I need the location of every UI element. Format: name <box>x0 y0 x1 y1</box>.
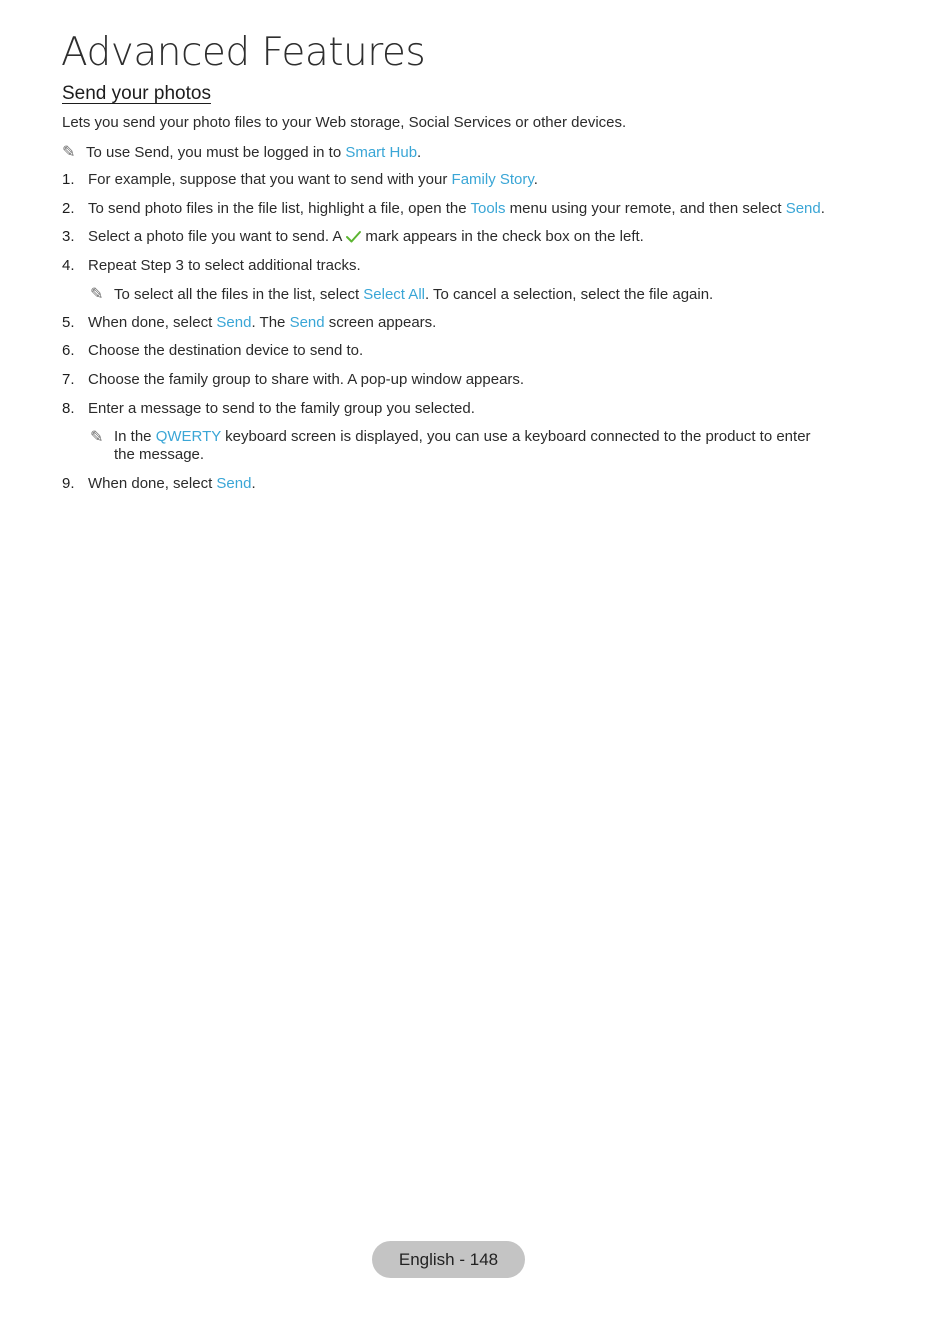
pencil-icon: ✎ <box>90 284 104 303</box>
qwerty-link[interactable]: QWERTY <box>155 428 221 445</box>
send-screen-link[interactable]: Send <box>289 314 325 331</box>
family-story-link[interactable]: Family Story <box>451 171 534 188</box>
step-1-text: For example, suppose that you want to send with your Family Story. <box>88 171 538 188</box>
smart-hub-link[interactable]: Smart Hub <box>345 144 418 161</box>
page-number-badge <box>372 1241 525 1278</box>
step-number: 5. <box>62 314 75 331</box>
step-number: 6. <box>62 342 75 359</box>
tools-link[interactable]: Tools <box>470 200 506 217</box>
step-3-text: Select a photo file you want to send. A mark appears in the check box on the left. <box>88 228 644 249</box>
step-5-text: When done, select Send. The Send screen appears. <box>88 314 437 331</box>
step-6-text: Choose the destination device to send to. <box>88 342 364 359</box>
step-9-text: When done, select Send. <box>88 475 256 492</box>
send-link[interactable]: Send <box>216 314 252 331</box>
step-8-text: Enter a message to send to the family group you selected. <box>88 400 475 417</box>
checkmark-icon <box>345 229 362 249</box>
step-number: 1. <box>62 171 75 188</box>
step-7-text: Choose the family group to share with. A pop-up window appears. <box>88 371 525 388</box>
step-number: 4. <box>62 257 75 274</box>
note-qwerty: ✎ In the QWERTY keyboard screen is displayed, you can use a keyboard connected to the product to enter the message. <box>90 427 811 463</box>
note-select-all: ✎ To select all the files in the list, select Select All. To cancel a selection, select the file again. <box>90 284 714 303</box>
page-number-label: English - 148 <box>398 1249 499 1269</box>
intro-text: Lets you send your photo files to your Web storage, Social Services or other devices. <box>62 114 627 131</box>
step-number: 9. <box>62 475 75 492</box>
step-number: 8. <box>62 400 75 417</box>
send-link[interactable]: Send <box>785 200 821 217</box>
step-4-text: Repeat Step 3 to select additional tracks. <box>88 257 361 274</box>
step-number: 7. <box>62 371 75 388</box>
pencil-icon: ✎ <box>62 142 76 161</box>
step-number: 2. <box>62 200 75 217</box>
section-heading: Send your photos <box>62 83 211 104</box>
page-title: Advanced Features <box>61 30 426 75</box>
note-login: ✎ To use Send, you must be logged in to Smart Hub. <box>62 142 422 161</box>
pencil-icon: ✎ <box>90 427 104 446</box>
step-2-text: To send photo files in the file list, highlight a file, open the Tools menu using your remote, and then select Send. <box>88 200 825 217</box>
send-link[interactable]: Send <box>216 475 252 492</box>
select-all-link[interactable]: Select All <box>363 286 425 303</box>
step-number: 3. <box>62 228 75 245</box>
